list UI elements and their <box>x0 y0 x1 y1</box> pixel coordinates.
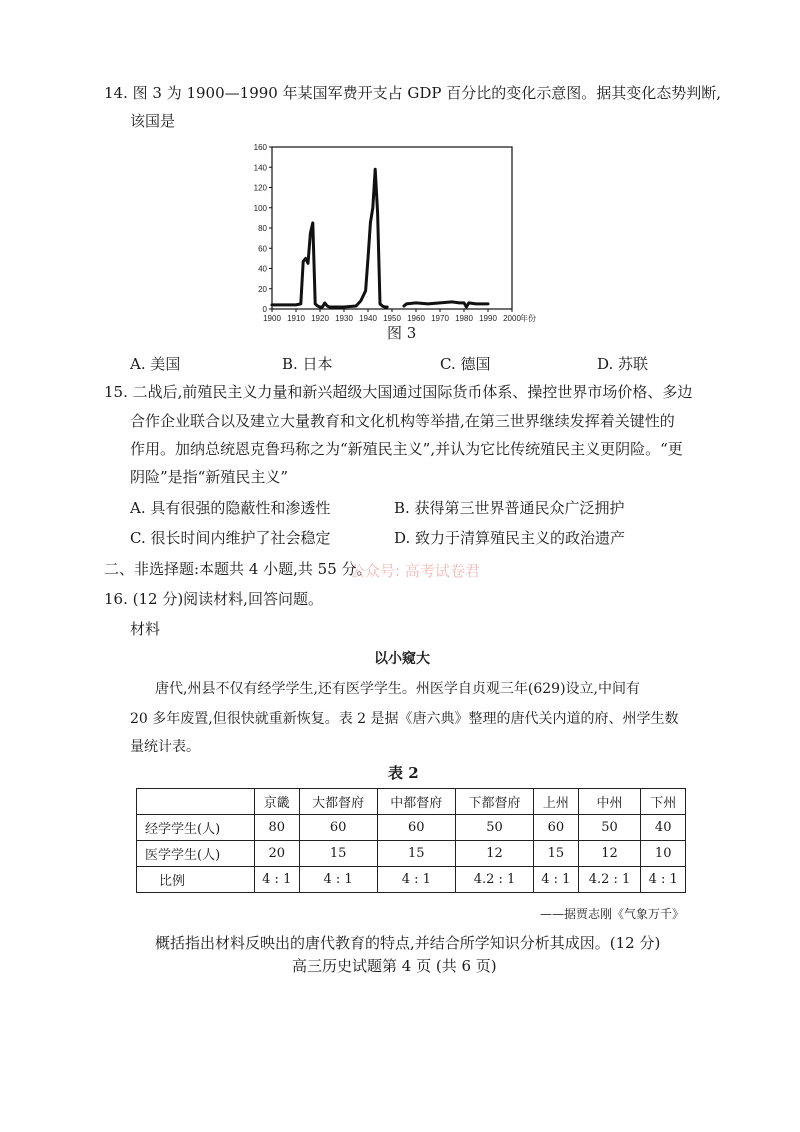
q16-header: 16. (12 分)阅读材料,回答问题。 <box>104 590 323 608</box>
table-cell: 60 <box>299 815 377 841</box>
table-cell: 15 <box>299 841 377 867</box>
q15-option-b[interactable]: B. 获得第三世界普通民众广泛拥护 <box>394 499 625 517</box>
figure-caption: 图 3 <box>387 324 417 342</box>
table-header-cell: 上州 <box>534 789 579 815</box>
plot-frame <box>272 147 512 309</box>
material-para-line1: 唐代,州县不仅有经学学生,还有医学学生。州医学自贞观三年(629)设立,中间有 <box>155 681 640 697</box>
section-2-heading: 二、非选择题:本题共 4 小题,共 55 分。 <box>104 560 372 578</box>
q15-stem-line3: 作用。加纳总统恩克鲁玛称之为“新殖民主义”,并认为它比传统殖民主义更阴险。“更 <box>130 440 683 458</box>
table-header-cell: 下都督府 <box>455 789 533 815</box>
table-row-label: 经学学生(人) <box>137 815 255 841</box>
table-cell: 4 : 1 <box>641 867 686 893</box>
q15-option-d[interactable]: D. 致力于清算殖民主义的政治遗产 <box>394 529 626 547</box>
table-cell: 15 <box>377 841 455 867</box>
series-line <box>404 302 488 307</box>
table-cell: 80 <box>255 815 300 841</box>
table-cell: 50 <box>455 815 533 841</box>
y-tick-label: 120 <box>253 183 267 193</box>
q15-stem-line1: 15. 二战后,前殖民主义力量和新兴超级大国通过国际货币体系、操控世界市场价格、多边 <box>104 383 693 401</box>
table-cell: 15 <box>534 841 579 867</box>
table-cell: 4 : 1 <box>534 867 579 893</box>
q14-option-d[interactable]: D. 苏联 <box>597 355 649 373</box>
table-cell: 20 <box>255 841 300 867</box>
x-tick-label: 1960 <box>407 314 425 323</box>
x-tick-label: 1980 <box>455 314 473 323</box>
x-tick-label: 2000 <box>503 314 521 323</box>
table-header-row <box>137 789 686 815</box>
table-cell: 60 <box>377 815 455 841</box>
table-cell: 4 : 1 <box>299 867 377 893</box>
table-header-cell: 中州 <box>578 789 641 815</box>
x-axis-label: 年份 <box>520 314 536 323</box>
y-tick-label: 40 <box>258 264 267 274</box>
figure-3-line-chart <box>252 138 552 328</box>
x-tick-label: 1990 <box>479 314 497 323</box>
table-header-cell: 京畿 <box>255 789 300 815</box>
x-tick-label: 1930 <box>335 314 353 323</box>
y-tick-label: 60 <box>258 244 267 254</box>
x-tick-label: 1920 <box>311 314 329 323</box>
table-title: 表 2 <box>388 764 419 782</box>
table-row <box>137 867 686 893</box>
table-corner-cell <box>137 789 255 815</box>
q14-option-a[interactable]: A. 美国 <box>130 355 181 373</box>
table-2 <box>136 788 686 893</box>
x-tick-label: 1970 <box>431 314 449 323</box>
table-cell: 40 <box>641 815 686 841</box>
material-para-line2: 20 多年废置,但很快就重新恢复。表 2 是据《唐六典》整理的唐代关内道的府、州学生数 <box>130 711 679 727</box>
table-row-label: 医学学生(人) <box>137 841 255 867</box>
table-cell: 10 <box>641 841 686 867</box>
table-row <box>137 841 686 867</box>
q15-stem-line2: 合作企业联合以及建立大量教育和文化机构等举措,在第三世界继续发挥着关键性的 <box>130 412 675 430</box>
q14-stem-line1: 14. 图 3 为 1900—1990 年某国军费开支占 GDP 百分比的变化示意图。据其变化态势判断, <box>104 84 721 102</box>
table-header-cell: 中都督府 <box>377 789 455 815</box>
material-source: ——据贾志刚《气象万千》 <box>540 907 685 921</box>
material-title: 以小窥大 <box>374 651 430 667</box>
y-tick-label: 0 <box>262 305 267 314</box>
table-cell: 60 <box>534 815 579 841</box>
watermark: 公众号: 高考试卷君 <box>350 562 480 580</box>
material-para-line3: 量统计表。 <box>130 739 200 755</box>
q15-option-c[interactable]: C. 很长时间内维护了社会稳定 <box>130 529 331 547</box>
q14-option-b[interactable]: B. 日本 <box>282 355 333 373</box>
table-cell: 4.2 : 1 <box>455 867 533 893</box>
x-tick-label: 1940 <box>359 314 377 323</box>
table-cell: 12 <box>578 841 641 867</box>
y-tick-label: 160 <box>253 143 267 152</box>
q16-question: 概括指出材料反映出的唐代教育的特点,并结合所学知识分析其成因。(12 分) <box>155 934 661 952</box>
y-tick-label: 100 <box>253 203 267 213</box>
page-footer: 高三历史试题第 4 页 (共 6 页) <box>292 957 497 975</box>
y-tick-label: 80 <box>258 224 267 233</box>
x-tick-label: 1910 <box>287 314 305 323</box>
table-header-cell: 下州 <box>641 789 686 815</box>
table-cell: 4 : 1 <box>377 867 455 893</box>
table-cell: 4 : 1 <box>255 867 300 893</box>
y-tick-label: 20 <box>258 284 267 294</box>
q14-stem-line2: 该国是 <box>130 112 176 130</box>
x-tick-label: 1900 <box>263 314 281 323</box>
table-cell: 50 <box>578 815 641 841</box>
table-row-label: 比例 <box>137 867 255 893</box>
y-tick-label: 140 <box>253 163 267 173</box>
table-header-cell: 大都督府 <box>299 789 377 815</box>
table-cell: 4.2 : 1 <box>578 867 641 893</box>
series-line <box>272 169 387 307</box>
table-cell: 12 <box>455 841 533 867</box>
q14-options <box>130 353 690 375</box>
x-tick-label: 1950 <box>383 314 401 323</box>
q15-option-a[interactable]: A. 具有很强的隐蔽性和渗透性 <box>130 499 331 517</box>
material-label: 材料 <box>130 620 161 638</box>
table-row <box>137 815 686 841</box>
q15-stem-line4: 阴险”是指“新殖民主义” <box>130 468 289 486</box>
q14-option-c[interactable]: C. 德国 <box>440 355 491 373</box>
